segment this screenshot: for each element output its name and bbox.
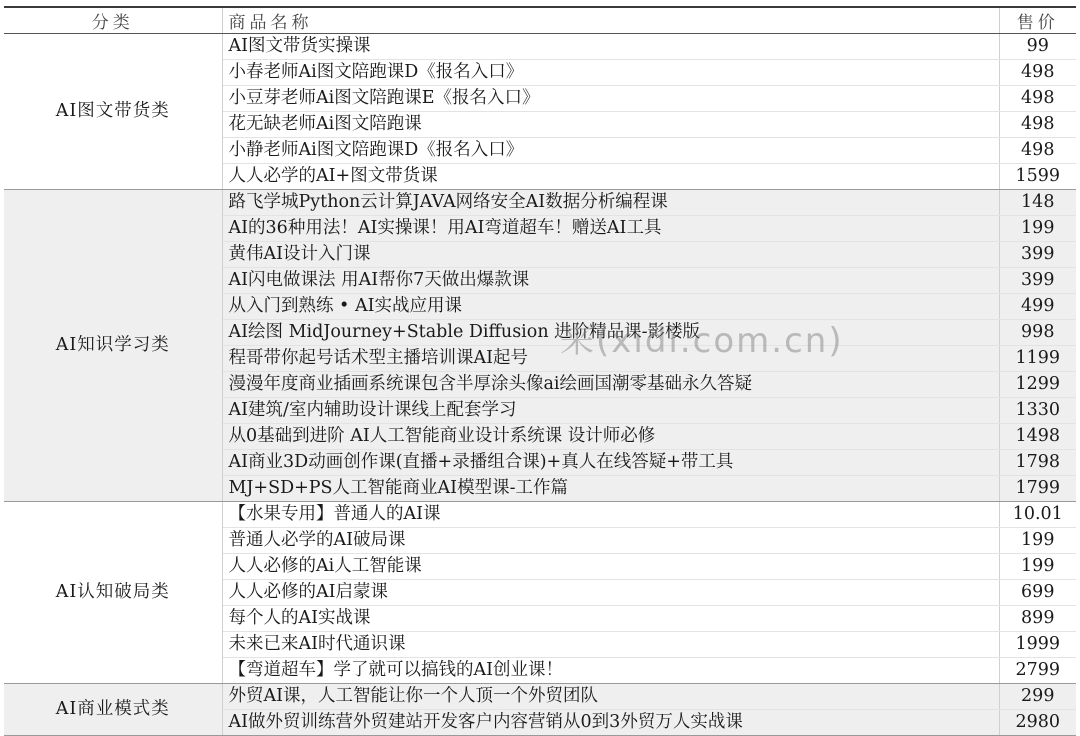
price-cell: 199 [999,216,1076,242]
product-name-cell: 【水果专用】普通人的AI课 [222,502,999,528]
price-cell: 699 [999,580,1076,606]
column-header-category: 分类 [4,8,222,34]
price-cell: 1798 [999,450,1076,476]
category-cell: AI图文带货类 [4,34,222,190]
price-cell: 1799 [999,476,1076,502]
table-row [4,34,1076,60]
column-header-name: 商品名称 [222,8,999,34]
watermark-text: 来(xidi.com.cn) [560,321,844,361]
product-name-cell: 小豆芽老师Ai图文陪跑课E《报名入口》 [222,86,999,112]
product-name-cell: AI的36种用法！AI实操课！用AI弯道超车！赠送AI工具 [222,216,999,242]
category-group [4,190,1076,502]
price-cell: 899 [999,606,1076,632]
price-cell: 399 [999,268,1076,294]
price-cell: 1330 [999,398,1076,424]
product-name-cell: 每个人的AI实战课 [222,606,999,632]
price-table-sheet [4,6,1076,732]
product-name-cell: 花无缺老师Ai图文陪跑课 [222,112,999,138]
category-group [4,34,1076,190]
product-name-cell: 人人必修的AI启蒙课 [222,580,999,606]
price-cell: 498 [999,138,1076,164]
product-name-cell: 未来已来AI时代通识课 [222,632,999,658]
table-row [4,684,1076,710]
price-cell: 1999 [999,632,1076,658]
column-header-price: 售价 [999,8,1076,34]
product-name-cell: 人人必学的AI+图文带货课 [222,164,999,190]
category-cell: AI认知破局类 [4,502,222,684]
price-cell: 10.01 [999,502,1076,528]
price-cell: 399 [999,242,1076,268]
product-name-cell: 从入门到熟练 • AI实战应用课 [222,294,999,320]
product-name-cell: 路飞学城Python云计算JAVA网络安全AI数据分析编程课 [222,190,999,216]
price-cell: 1599 [999,164,1076,190]
price-cell: 498 [999,86,1076,112]
price-cell: 2980 [999,710,1076,736]
product-name-cell: AI闪电做课法 用AI帮你7天做出爆款课 [222,268,999,294]
category-cell: AI商业模式类 [4,684,222,736]
product-name-cell: 普通人必学的AI破局课 [222,528,999,554]
price-cell: 499 [999,294,1076,320]
product-name-cell: 从0基础到进阶 AI人工智能商业设计系统课 设计师必修 [222,424,999,450]
course-price-table [4,8,1076,736]
product-name-cell: AI建筑/室内辅助设计课线上配套学习 [222,398,999,424]
product-name-cell: AI做外贸训练营外贸建站开发客户内容营销从0到3外贸万人实战课 [222,710,999,736]
table-row [4,502,1076,528]
product-name-cell: 小春老师Ai图文陪跑课D《报名入口》 [222,60,999,86]
category-cell: AI知识学习类 [4,190,222,502]
product-name-cell: 人人必修的Ai人工智能课 [222,554,999,580]
table-row [4,190,1076,216]
product-name-cell: 漫漫年度商业插画系统课包含半厚涂头像ai绘画国潮零基础永久答疑 [222,372,999,398]
price-cell: 2799 [999,658,1076,684]
price-cell: 1199 [999,346,1076,372]
category-group [4,502,1076,684]
price-cell: 299 [999,684,1076,710]
product-name-cell: AI商业3D动画创作课(直播+录播组合课)+真人在线答疑+带工具 [222,450,999,476]
product-name-cell: 小静老师Ai图文陪跑课D《报名入口》 [222,138,999,164]
product-name-cell: MJ+SD+PS人工智能商业AI模型课-工作篇 [222,476,999,502]
price-cell: 998 [999,320,1076,346]
product-name-cell: 黄伟AI设计入门课 [222,242,999,268]
price-cell: 99 [999,34,1076,60]
table-header-row [4,8,1076,34]
price-cell: 1299 [999,372,1076,398]
product-name-cell: 程哥带你起号话术型主播培训课AI起号 [222,346,999,372]
price-cell: 498 [999,112,1076,138]
category-group [4,684,1076,736]
product-name-cell: AI图文带货实操课 [222,34,999,60]
price-cell: 1498 [999,424,1076,450]
price-cell: 498 [999,60,1076,86]
price-cell: 199 [999,554,1076,580]
product-name-cell: 【弯道超车】学了就可以搞钱的AI创业课！ [222,658,999,684]
price-cell: 148 [999,190,1076,216]
price-cell: 199 [999,528,1076,554]
product-name-cell: AI绘图 MidJourney+Stable Diffusion 进阶精品课-影楼版 [222,320,999,346]
product-name-cell: 外贸AI课，人工智能让你一个人顶一个外贸团队 [222,684,999,710]
